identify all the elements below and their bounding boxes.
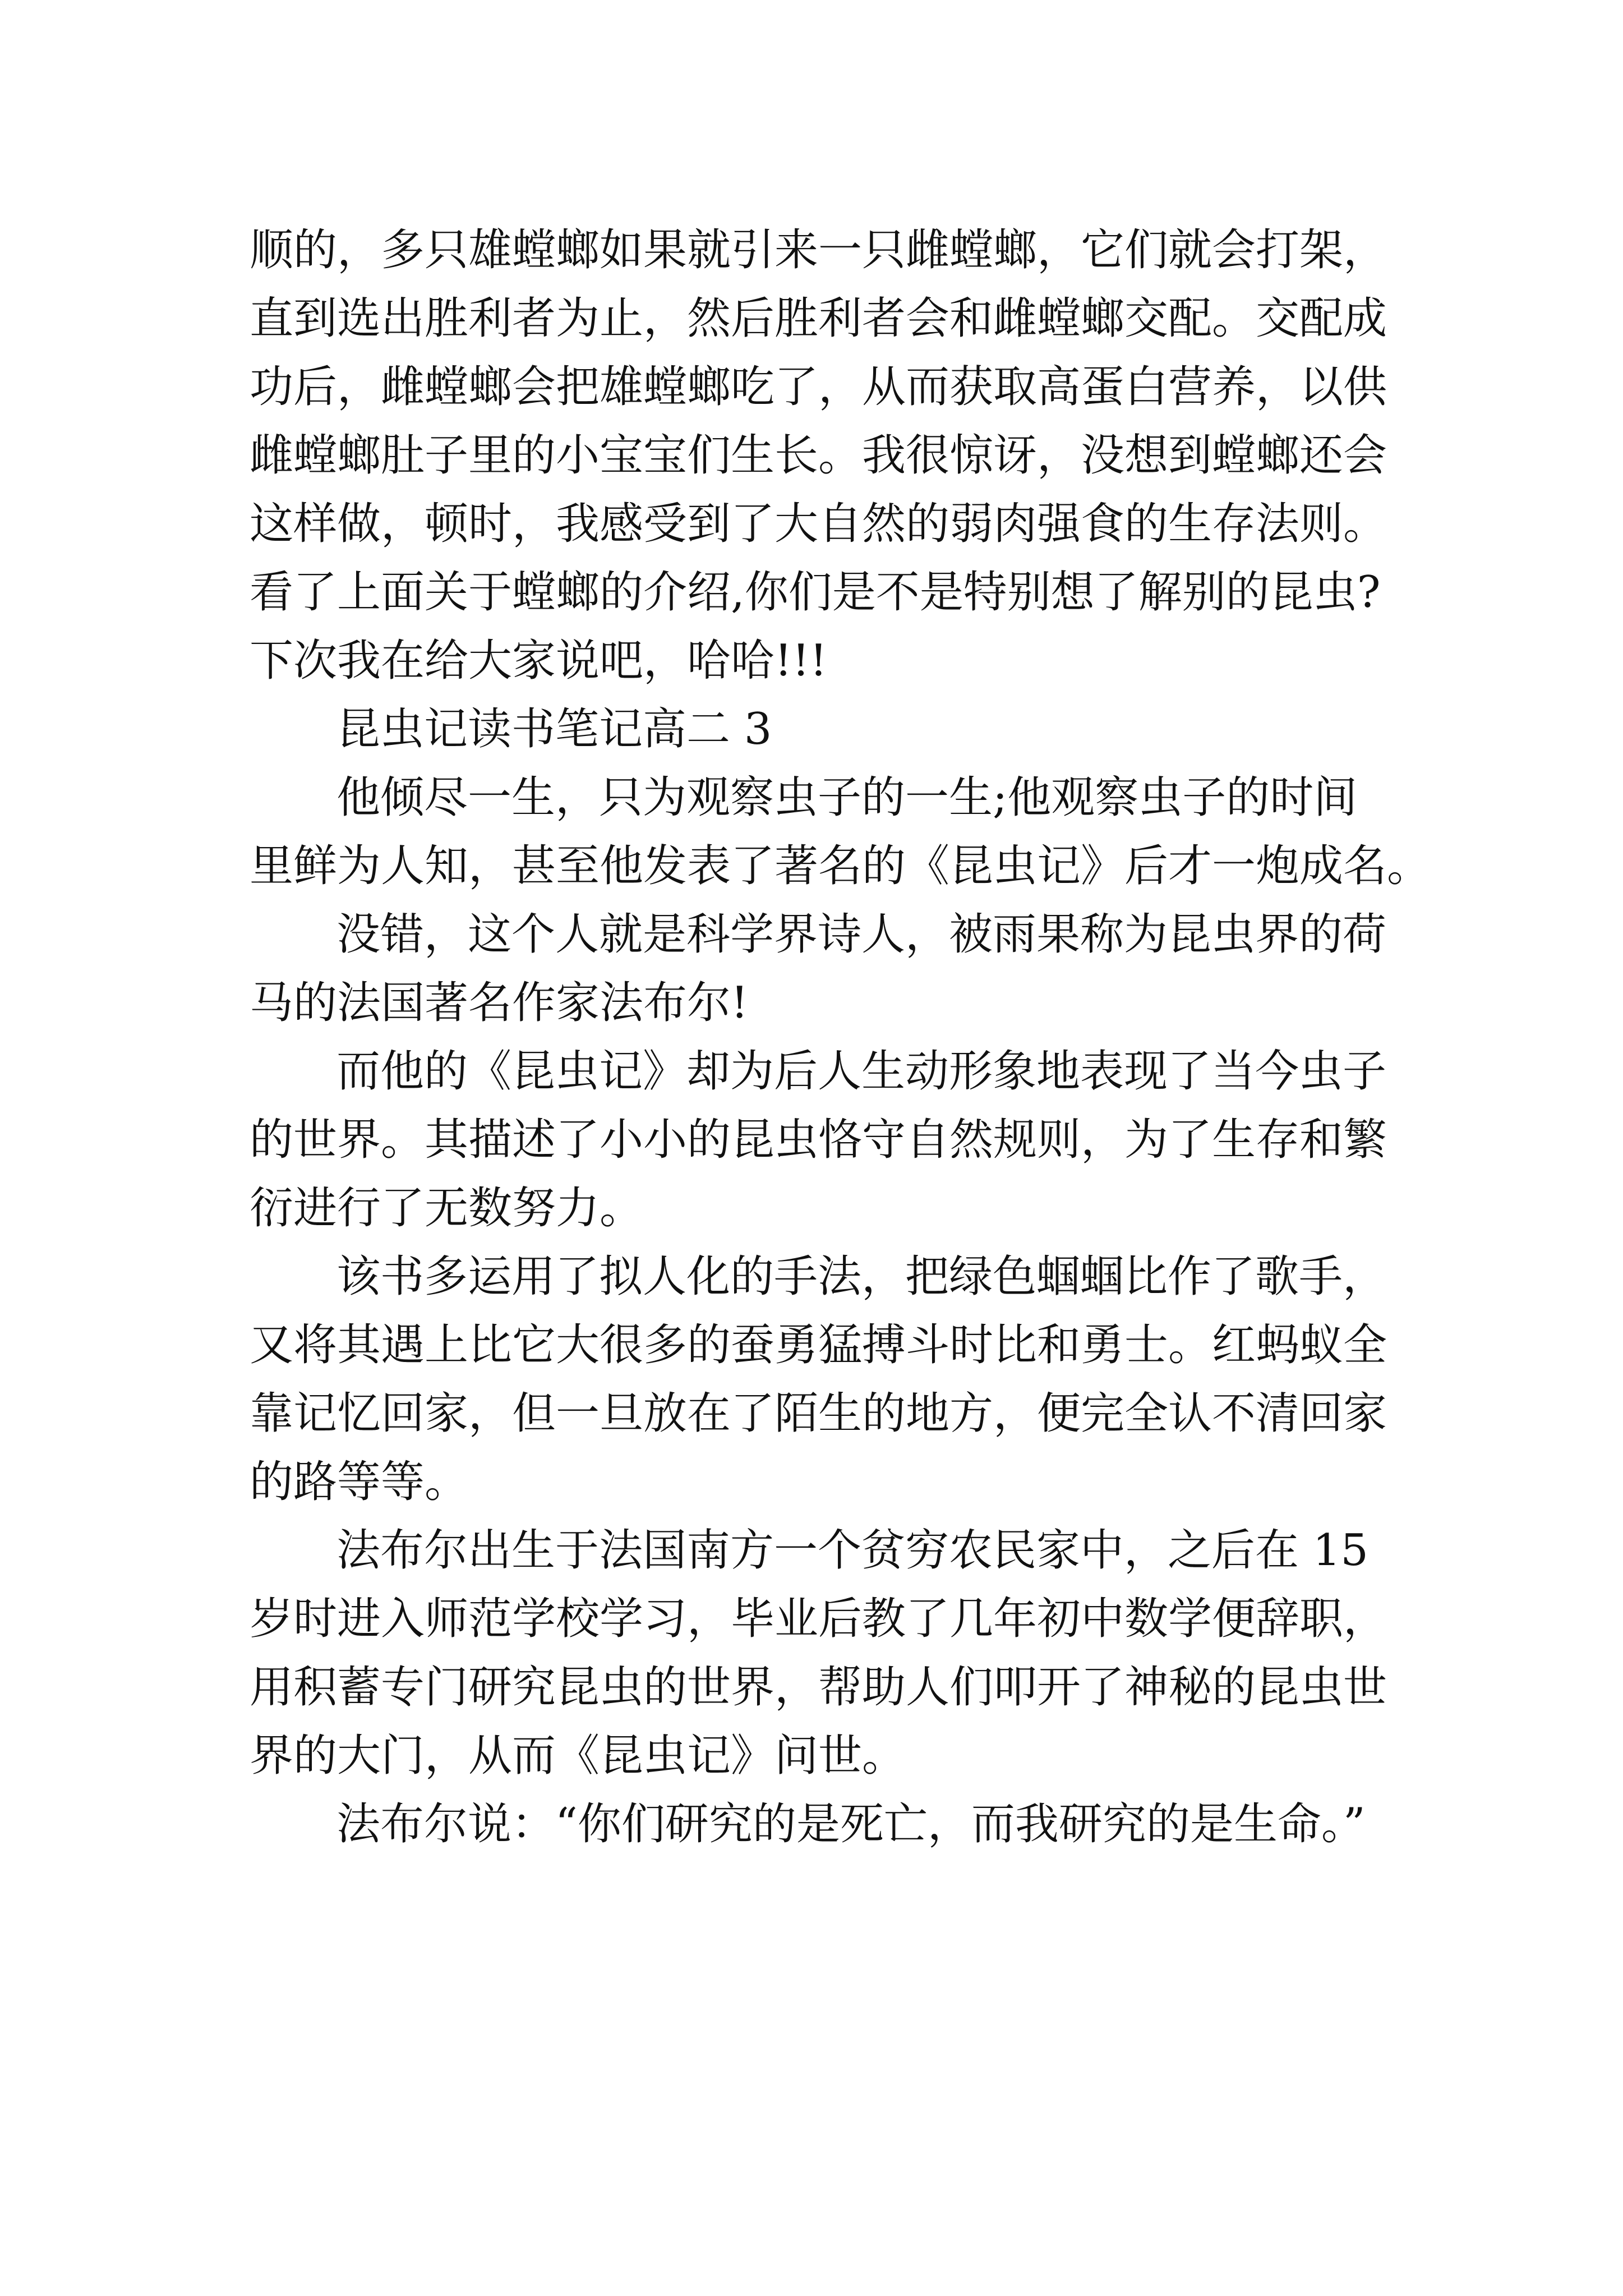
text-line: 用积蓄专门研究昆虫的世界，帮助人们叩开了神秘的昆虫世: [250, 1662, 1387, 1713]
text-line: 界的大门，从而《昆虫记》问世。: [250, 1731, 906, 1781]
text-line: 靠记忆回家，但一旦放在了陌生的地方，便完全认不清回家: [250, 1388, 1387, 1439]
text-line: 该书多运用了拟人化的手法，把绿色蝈蝈比作了歌手，: [336, 1251, 1387, 1302]
text-line: 法布尔说：“你们研究的是死亡，而我研究的是生命。”: [336, 1799, 1366, 1849]
text-line: 功后，雌螳螂会把雄螳螂吃了，从而获取高蛋白营养，以供: [250, 362, 1387, 412]
text-line: 岁时进入师范学校学习，毕业后教了几年初中数学便辞职，: [250, 1594, 1387, 1644]
text-line: 马的法国著名作家法布尔!: [250, 978, 749, 1028]
text-line: 又将其遇上比它大很多的蚕勇猛搏斗时比和勇士。红蚂蚁全: [250, 1320, 1387, 1370]
text-line: 这样做，顿时，我感受到了大自然的弱肉强食的生存法则。: [250, 499, 1387, 549]
section-heading: 昆虫记读书笔记高二 3: [336, 704, 772, 754]
text-line: 没错，这个人就是科学界诗人，被雨果称为昆虫界的荷: [336, 909, 1387, 960]
text-line: 法布尔出生于法国南方一个贫穷农民家中，之后在 15: [336, 1525, 1369, 1576]
text-line: 看了上面关于螳螂的介绍,你们是不是特别想了解别的昆虫?: [250, 567, 1381, 618]
text-line: 顺的，多只雄螳螂如果就引来一只雌螳螂，它们就会打架，: [250, 225, 1387, 275]
text-line: 而他的《昆虫记》却为后人生动形象地表现了当今虫子: [336, 1046, 1387, 1097]
text-line: 下次我在给大家说吧，哈哈!!!: [250, 636, 828, 686]
text-line: 雌螳螂肚子里的小宝宝们生长。我很惊讶，没想到螳螂还会: [250, 430, 1387, 481]
text-line: 他倾尽一生，只为观察虫子的一生;他观察虫子的时间: [336, 772, 1358, 823]
text-line: 的世界。其描述了小小的昆虫恪守自然规则，为了生存和繁: [250, 1115, 1387, 1165]
text-line: 里鲜为人知，甚至他发表了著名的《昆虫记》后才一炮成名。: [250, 841, 1431, 891]
text-line: 的路等等。: [250, 1457, 469, 1507]
text-line: 衍进行了无数努力。: [250, 1183, 644, 1234]
text-line: 直到选出胜利者为止，然后胜利者会和雌螳螂交配。交配成: [250, 293, 1387, 344]
